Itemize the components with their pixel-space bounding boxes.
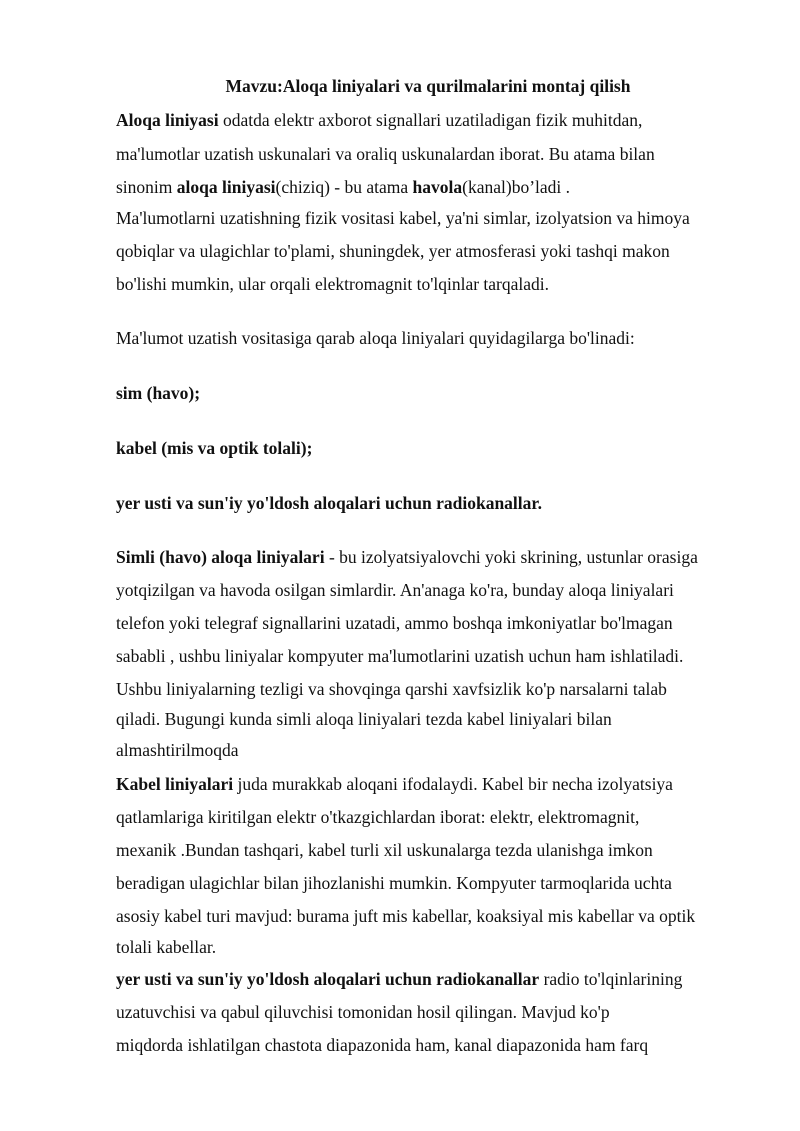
- term-aloqa-liniyasi-synonym: aloqa liniyasi: [176, 177, 276, 197]
- term-havola: havola: [412, 177, 463, 197]
- document-title: Mavzu:Aloqa liniyalari va qurilmalarini montaj qilish: [225, 76, 631, 96]
- paragraph-5-line-2: uzatuvchisi va qabul qiluvchisi tomonidan hosil qilingan. Mavjud ko'p: [116, 1002, 610, 1022]
- paragraph-3-line-6: qiladi. Bugungi kunda simli aloqa liniyalari tezda kabel liniyalari bilan: [116, 709, 612, 729]
- paragraph-5-line-1: [116, 968, 682, 990]
- term-kabel-liniyalari: Kabel liniyalari: [116, 774, 234, 794]
- paragraph-text: - bu izolyatsiyalovchi yoki skrining, ustunlar orasiga: [324, 547, 698, 567]
- paragraph-3-line-2: yotqizilgan va havoda osilgan simlardir. An'anaga ko'ra, bunday aloqa liniyalari: [116, 580, 674, 600]
- paragraph-1-line-5: qobiqlar va ulagichlar to'plami, shuningdek, yer atmosferasi yoki tashqi makon: [116, 241, 670, 261]
- paragraph-text: radio to'lqinlarining: [539, 969, 683, 989]
- paragraph-text: (kanal)bo’ladi .: [462, 177, 571, 197]
- paragraph-4-line-5: asosiy kabel turi mavjud: burama juft mis kabellar, koaksiyal mis kabellar va optik: [116, 906, 696, 926]
- paragraph-1-line-3: [116, 176, 570, 198]
- list-item-sim: sim (havo);: [116, 383, 201, 403]
- paragraph-3-line-4: sababli , ushbu liniyalar kompyuter ma'lumotlarini uzatish uchun ham ishlatiladi.: [116, 646, 684, 666]
- list-item-kabel: kabel (mis va optik tolali);: [116, 438, 313, 458]
- paragraph-text: odatda elektr axborot signallari uzatiladigan fizik muhitdan,: [218, 110, 643, 130]
- paragraph-4-line-3: mexanik .Bundan tashqari, kabel turli xil uskunalarga tezda ulanishga imkon: [116, 840, 653, 860]
- paragraph-1-line-2: ma'lumotlar uzatish uskunalari va oraliq uskunalardan iborat. Bu atama bilan: [116, 144, 655, 164]
- list-item-radiokanallar: yer usti va sun'iy yo'ldosh aloqalari uchun radiokanallar.: [116, 493, 542, 513]
- paragraph-text: juda murakkab aloqani ifodalaydi. Kabel bir necha izolyatsiya: [233, 774, 673, 794]
- paragraph-4-line-4: beradigan ulagichlar bilan jihozlanishi mumkin. Kompyuter tarmoqlarida uchta: [116, 873, 672, 893]
- paragraph-3-line-7: almashtirilmoqda: [116, 740, 239, 760]
- term-simli-aloqa: Simli (havo) aloqa liniyalari: [116, 547, 325, 567]
- paragraph-2: Ma'lumot uzatish vositasiga qarab aloqa liniyalari quyidagilarga bo'linadi:: [116, 328, 635, 348]
- paragraph-4-line-6: tolali kabellar.: [116, 937, 217, 957]
- paragraph-text: sinonim: [116, 177, 177, 197]
- paragraph-1-line-1: [116, 109, 642, 131]
- paragraph-3-line-5: Ushbu liniyalarning tezligi va shovqinga qarshi xavfsizlik ko'p narsalarni talab: [116, 679, 667, 699]
- term-aloqa-liniyasi: Aloqa liniyasi: [116, 110, 219, 130]
- paragraph-4-line-1: [116, 773, 673, 795]
- paragraph-3-line-3: telefon yoki telegraf signallarini uzatadi, ammo boshqa imkoniyatlar bo'lmagan: [116, 613, 673, 633]
- paragraph-4-line-2: qatlamlariga kiritilgan elektr o'tkazgichlardan iborat: elektr, elektromagnit,: [116, 807, 640, 827]
- term-radiokanallar: yer usti va sun'iy yo'ldosh aloqalari uchun radiokanallar: [116, 969, 540, 989]
- paragraph-1-line-4: Ma'lumotlarni uzatishning fizik vositasi kabel, ya'ni simlar, izolyatsion va himoya: [116, 208, 690, 228]
- paragraph-text: (chiziq) - bu atama: [275, 177, 413, 197]
- paragraph-5-line-3: miqdorda ishlatilgan chastota diapazonida ham, kanal diapazonida ham farq: [116, 1035, 649, 1055]
- paragraph-1-line-6: bo'lishi mumkin, ular orqali elektromagnit to'lqinlar tarqaladi.: [116, 274, 550, 294]
- paragraph-3-line-1: [116, 546, 698, 568]
